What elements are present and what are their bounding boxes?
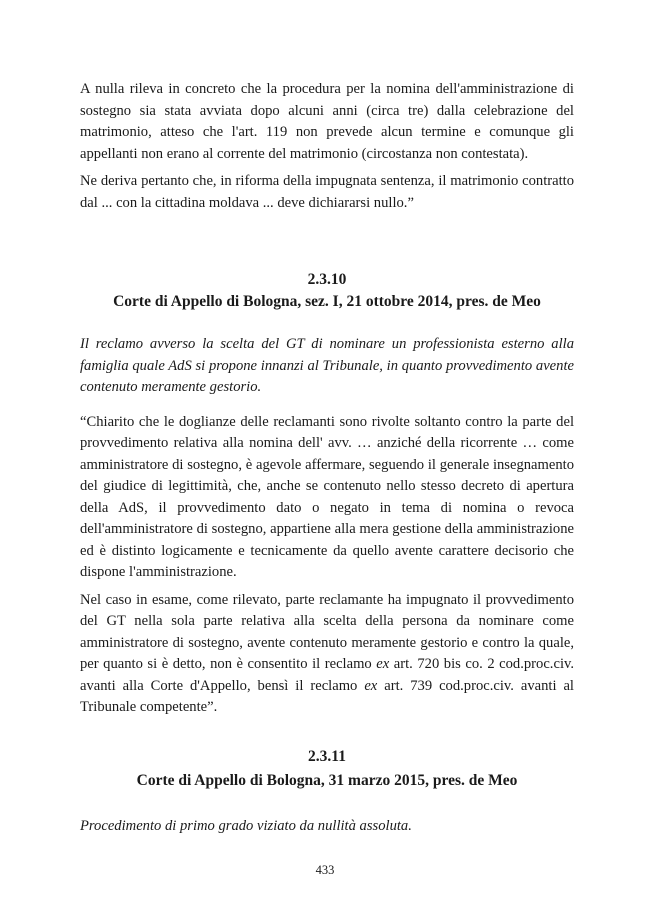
paragraph-annulment-timing: A nulla rileva in concreto che la procedura per la nomina dell'amministrazione di sostegno sia stata avviata dopo alcuni anni (circa tre) dalla celebrazione del matrimonio, atteso che l'art. 119 non prevede alcun termine e comunque gli appellanti non erano al corrente del matrimonio (circostanza non contestata). xyxy=(80,81,574,162)
page-number: 433 xyxy=(315,863,335,877)
section-number-2-3-11: 2.3.11 xyxy=(308,748,346,765)
quote-2-text-b: art. 720 bis co. 2 cod.proc.civ. avanti alla Corte d'Appello, bensì il reclamo xyxy=(80,656,574,694)
section-2-3-10-body xyxy=(80,334,574,719)
section-2-3-11-body xyxy=(80,816,574,838)
quote-2-text-a: Nel caso in esame, come rilevato, parte reclamante ha impugnato il provvedimento del GT nella sola parte relativa alla scelta della persona da nominare come amministratore di sostegno, avente contenuto meramente gestorio e contro la quale, per quanto si è detto, non è consentito il reclamo xyxy=(80,591,574,672)
summary-2-3-10: Il reclamo avverso la scelta del GT di nominare un professionista esterno alla famiglia quale AdS si propone innanzi al Tribunale, in quanto provvedimento avente contenuto meramente gestorio. xyxy=(80,336,574,395)
section-title-2-3-11: Corte di Appello di Bologna, 31 marzo 2015, pres. de Meo xyxy=(136,772,518,789)
top-paragraphs xyxy=(80,79,574,214)
quote-paragraph-2 xyxy=(80,590,574,719)
quote-paragraph-1: “Chiarito che le doglianze delle reclamanti sono rivolte soltanto contro la parte del provvedimento relativa alla nomina dell' avv. … anziché della ricorrente … come amministratore di sostegno, è agevole affermare, seguendo il generale insegnamento del giudice di legittimità, che, anche se contenuto nello stesso decreto di apertura della AdS, il provvedimento dato o negato in tema di nomina o revoca dell'amministratore di sostegno, appartiene alla mera gestione della amministrazione ed è distinto logicamente e tecnicamente da quello avente carattere decisorio che dispone l'amministrazione. xyxy=(80,413,574,580)
quote-2-ex-2: ex xyxy=(364,677,378,694)
paragraph-marriage-null: Ne deriva pertanto che, in riforma della impugnata sentenza, il matrimonio contratto dal ... con la cittadina moldava ... deve dichiararsi nullo.” xyxy=(80,173,574,211)
quote-2-text-c: art. 739 cod.proc.civ. avanti al Tribunale competente”. xyxy=(80,677,574,715)
section-title-2-3-10: Corte di Appello di Bologna, sez. I, 21 ottobre 2014, pres. de Meo xyxy=(113,293,541,310)
summary-2-3-11: Procedimento di primo grado viziato da nullità assoluta. xyxy=(80,818,412,834)
quote-2-ex-1: ex xyxy=(376,656,390,672)
section-number-2-3-10: 2.3.10 xyxy=(307,271,347,288)
